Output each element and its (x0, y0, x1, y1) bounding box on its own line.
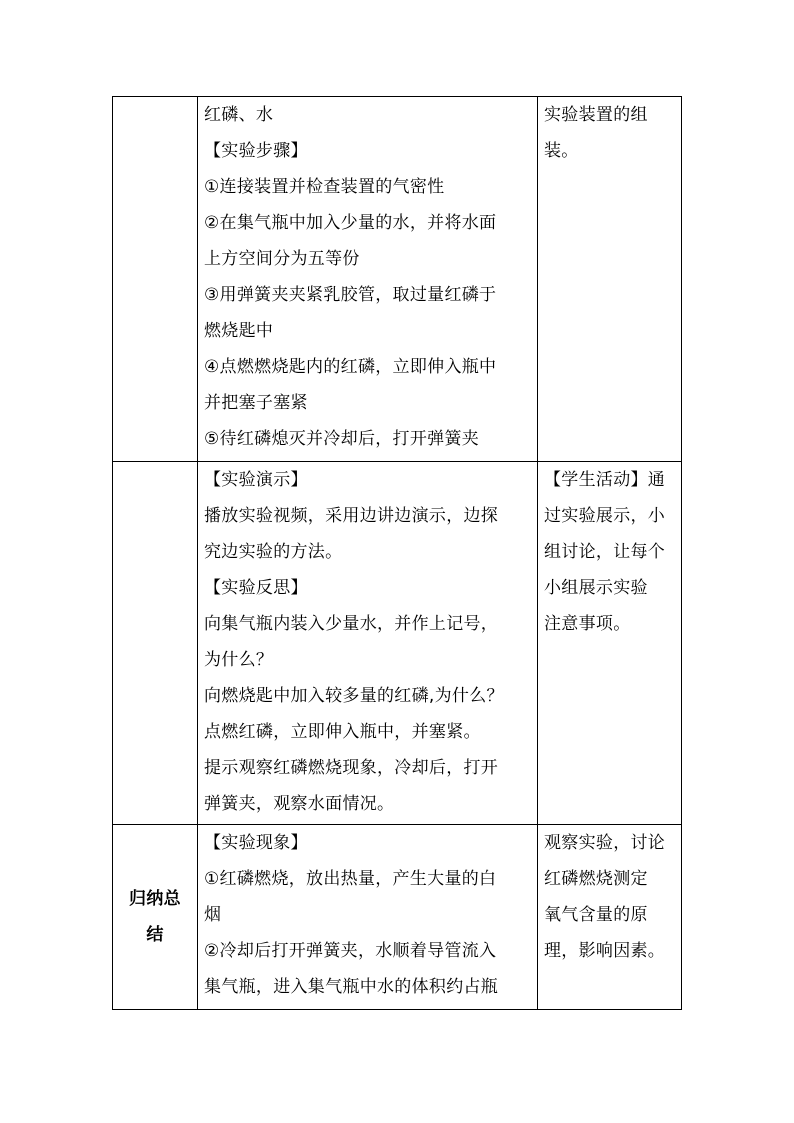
content-cell (198, 825, 538, 1010)
table-row-experiment-steps (113, 97, 682, 462)
content-line: 燃烧匙中 (204, 321, 274, 341)
content-line: ①红磷燃烧，放出热量，产生大量的白 (204, 869, 497, 889)
content-line: ④点燃燃烧匙内的红磷，立即伸入瓶中 (204, 357, 497, 377)
note-line: 红磷燃烧测定 (544, 869, 648, 889)
content-line: 并把塞子塞紧 (204, 393, 308, 413)
note-line: 【学生活动】通 (544, 470, 666, 490)
content-cell (198, 462, 538, 825)
content-line: 为什么？ (204, 650, 274, 670)
note-line: 装。 (544, 141, 579, 161)
table-row-experiment-demo (113, 462, 682, 825)
lesson-plan-table (112, 96, 682, 1010)
stage-label-cell (113, 825, 198, 1010)
content-line: 向燃烧匙中加入较多量的红磷,为什么？ (204, 686, 504, 706)
section-heading: 【实验反思】 (204, 578, 308, 598)
content-line: 上方空间分为五等份 (204, 249, 360, 269)
stage-label-cell (113, 462, 198, 825)
content-line: ⑤待红磷熄灭并冷却后，打开弹簧夹 (204, 429, 480, 449)
intent-note-cell (538, 825, 682, 1010)
note-line: 观察实验，讨论 (544, 833, 666, 853)
section-heading: 【实验现象】 (204, 833, 308, 853)
stage-label-cell (113, 97, 198, 462)
intent-note-cell (538, 462, 682, 825)
note-line: 实验装置的组 (544, 105, 648, 125)
note-line: 小组展示实验 (544, 578, 648, 598)
content-line: 向集气瓶内装入少量水，并作上记号， (204, 614, 499, 634)
content-line: ②冷却后打开弹簧夹，水顺着导管流入 (204, 941, 497, 961)
note-line: 过实验展示，小 (544, 506, 666, 526)
intent-note-cell (538, 97, 682, 462)
content-line: 烟 (204, 905, 222, 925)
note-line: 组讨论，让每个 (544, 542, 666, 562)
content-cell (198, 97, 538, 462)
section-heading: 【实验步骤】 (204, 141, 308, 161)
content-line: ③用弹簧夹夹紧乳胶管，取过量红磷于 (204, 285, 497, 305)
content-line: ①连接装置并检查装置的气密性 (204, 177, 445, 197)
note-line: 理，影响因素。 (544, 941, 666, 961)
content-line: 提示观察红磷燃烧现象，冷却后，打开 (204, 758, 499, 778)
stage-label: 结 (146, 925, 164, 945)
content-line: 点燃红磷，立即伸入瓶中，并塞紧。 (204, 722, 481, 742)
table-row-summary (113, 825, 682, 1010)
content-line: ②在集气瓶中加入少量的水，并将水面 (204, 213, 497, 233)
note-line: 注意事项。 (544, 614, 631, 634)
stage-label: 归纳总 (129, 889, 181, 909)
content-line: 究边实验的方法。 (204, 542, 343, 562)
content-line: 弹簧夹，观察水面情况。 (204, 794, 395, 814)
content-line: 集气瓶，进入集气瓶中水的体积约占瓶 (204, 977, 499, 997)
content-line: 红磷、水 (204, 105, 274, 125)
section-heading: 【实验演示】 (204, 470, 308, 490)
content-line: 播放实验视频，采用边讲边演示，边探 (204, 506, 499, 526)
note-line: 氧气含量的原 (544, 905, 648, 925)
